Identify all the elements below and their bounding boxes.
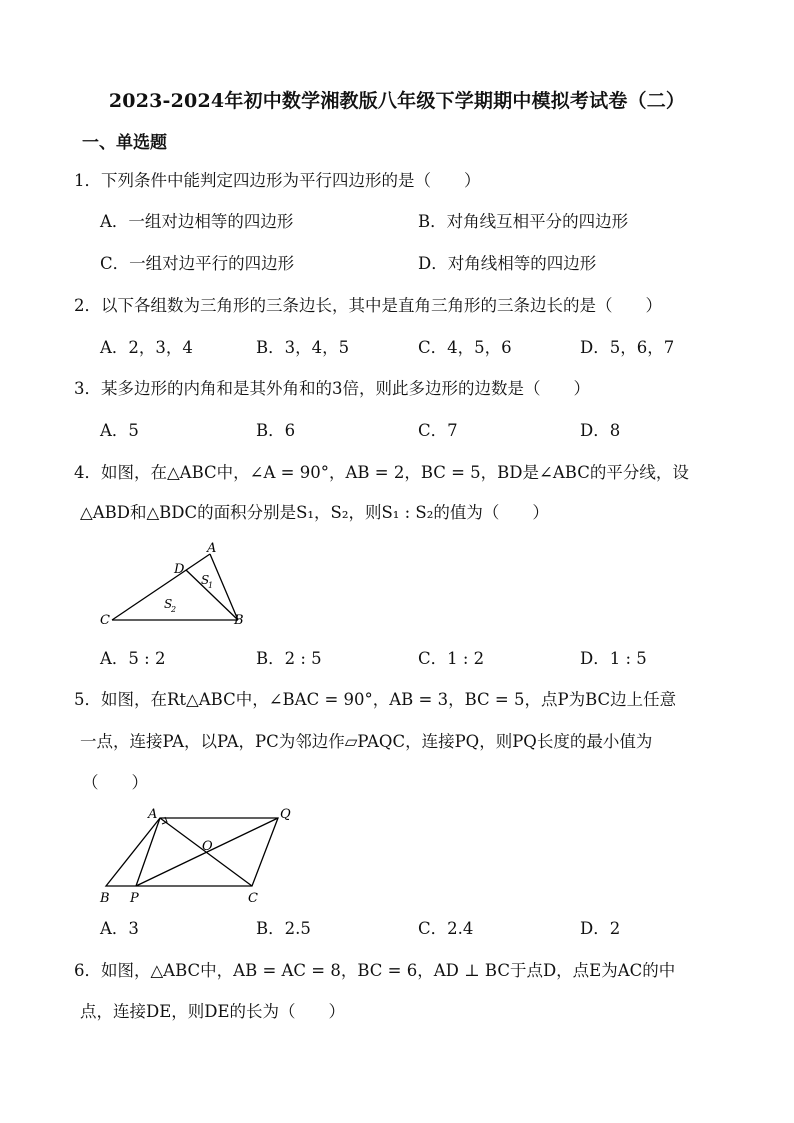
- question-3-option-d: D．8: [580, 421, 621, 440]
- point-label-a: A: [148, 807, 158, 822]
- question-6-line-2: 点，连接DE，则DE的长为（ ）: [80, 1002, 346, 1021]
- question-5-figure: [96, 802, 306, 906]
- point-label-a: A: [207, 541, 217, 556]
- question-1-stem: 1．下列条件中能判定四边形为平行四边形的是（ ）: [74, 171, 481, 190]
- question-5-line-2: 一点，连接PA，以PA，PC为邻边作▱PAQC，连接PQ，则PQ长度的最小值为: [80, 732, 653, 751]
- question-4-line-2: △ABD和△BDC的面积分别是S₁，S₂，则S₁ : S₂的值为（ ）: [80, 503, 549, 522]
- question-3-option-c: C．7: [418, 421, 458, 440]
- question-3-option-b: B．6: [256, 421, 296, 440]
- question-5-option-b: B．2.5: [256, 919, 311, 938]
- question-4-figure: [96, 538, 256, 630]
- question-1-option-d: D．对角线相等的四边形: [418, 254, 597, 273]
- question-4-option-c: C．1 : 2: [418, 649, 485, 668]
- question-1-option-a: A．一组对边相等的四边形: [100, 212, 294, 231]
- area-label-s2-sub: 2: [171, 605, 177, 614]
- question-4-line-1: 4．如图，在△ABC中，∠A = 90°，AB = 2，BC = 5，BD是∠ABC的平分线，设: [74, 463, 689, 482]
- question-2-option-b: B．3，4，5: [256, 338, 350, 357]
- question-5-option-a: A．3: [100, 919, 139, 938]
- question-2-option-c: C．4，5，6: [418, 338, 512, 357]
- question-2-option-d: D．5，6，7: [580, 338, 675, 357]
- point-label-o: O: [202, 839, 213, 854]
- question-4-option-b: B．2 : 5: [256, 649, 322, 668]
- question-3-option-a: A．5: [100, 421, 139, 440]
- side-ab: [210, 554, 238, 620]
- question-5-line-3: （ ）: [82, 773, 148, 792]
- question-5-option-c: C．2.4: [418, 919, 474, 938]
- area-label-s1-sub: 1: [208, 581, 214, 590]
- point-label-d: D: [174, 562, 185, 577]
- point-label-b: B: [234, 613, 244, 628]
- point-label-b: B: [100, 891, 110, 906]
- area-label-s2: S: [164, 597, 173, 611]
- question-4-option-d: D．1 : 5: [580, 649, 647, 668]
- question-4-option-a: A．5 : 2: [100, 649, 166, 668]
- point-label-q: Q: [280, 807, 291, 822]
- question-2-stem: 2．以下各组数为三角形的三条边长，其中是直角三角形的三条边长的是（ ）: [74, 296, 662, 315]
- area-label-s1: S: [201, 573, 210, 587]
- point-label-c: C: [100, 613, 110, 628]
- question-1-option-b: B．对角线互相平分的四边形: [418, 212, 629, 231]
- bisector-bd: [186, 570, 238, 620]
- question-6-line-1: 6．如图，△ABC中，AB = AC = 8，BC = 6，AD ⊥ BC于点D，点E为AC的中: [74, 961, 676, 980]
- point-label-c: C: [248, 891, 258, 906]
- question-3-stem: 3．某多边形的内角和是其外角和的3倍，则此多边形的边数是（ ）: [74, 379, 590, 398]
- section-heading: 一、单选题: [82, 133, 167, 153]
- exam-title: 2023-2024年初中数学湘教版八年级下学期期中模拟考试卷（二）: [108, 90, 686, 112]
- question-2-option-a: A．2，3，4: [100, 338, 193, 357]
- outer-quadrilateral: [106, 818, 278, 886]
- question-1-option-c: C．一组对边平行的四边形: [100, 254, 295, 273]
- question-5-line-1: 5．如图，在Rt△ABC中，∠BAC = 90°，AB = 3，BC = 5，点P为BC边上任意: [74, 690, 677, 709]
- question-5-option-d: D．2: [580, 919, 621, 938]
- side-ca: [112, 554, 210, 620]
- point-label-p: P: [130, 891, 139, 906]
